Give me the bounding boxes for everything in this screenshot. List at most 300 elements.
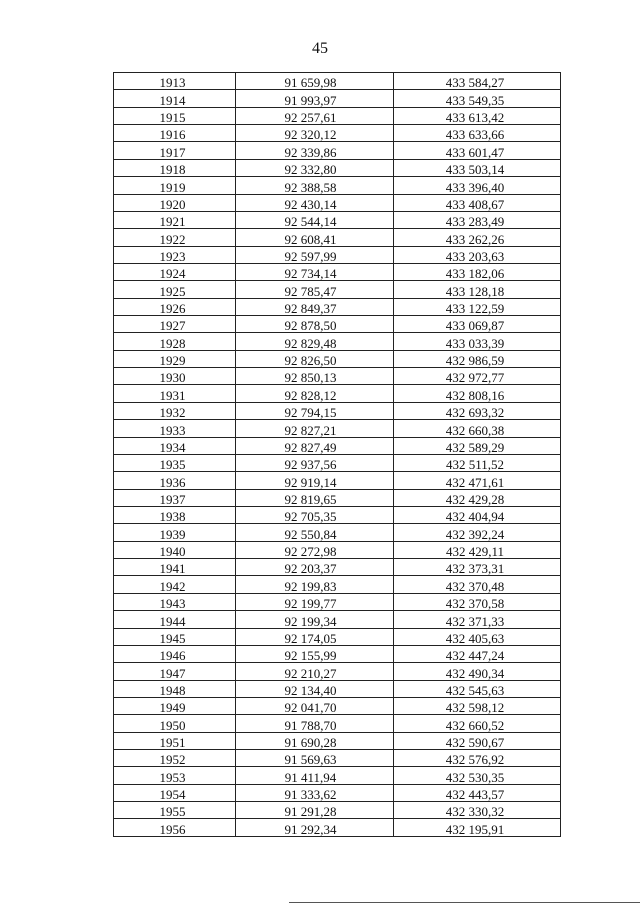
table-row [114, 298, 561, 315]
value-cell-c [394, 524, 561, 541]
value-cell-b-text: 92 826,50 [284, 353, 337, 369]
value-cell-c [394, 246, 561, 263]
year-cell-text: 1949 [159, 700, 186, 716]
page-number: 45 [312, 40, 328, 57]
table-row [114, 159, 561, 176]
value-cell-c [394, 472, 561, 489]
value-cell-c-text: 432 370,48 [445, 578, 505, 594]
year-cell-text: 1917 [159, 144, 186, 160]
value-cell-c-text: 432 490,34 [445, 665, 505, 681]
year-cell-text: 1939 [159, 526, 186, 542]
value-cell-c-text: 433 033,39 [445, 335, 505, 351]
year-cell [114, 125, 236, 142]
value-cell-c-text: 433 584,27 [445, 75, 505, 91]
value-cell-c [394, 767, 561, 784]
value-cell-c [394, 229, 561, 246]
value-cell-b-text: 92 937,56 [284, 457, 337, 473]
value-cell-c [394, 506, 561, 523]
value-cell-b-text: 91 569,63 [284, 752, 337, 768]
table-row [114, 524, 561, 541]
value-cell-c-text: 432 545,63 [445, 682, 505, 698]
value-cell-b-text: 92 597,99 [284, 248, 337, 264]
year-cell [114, 350, 236, 367]
value-cell-b-text: 91 690,28 [284, 735, 337, 751]
value-cell-b [236, 663, 394, 680]
value-cell-b-text: 92 608,41 [284, 231, 337, 247]
value-cell-b [236, 524, 394, 541]
value-cell-b [236, 784, 394, 801]
value-cell-c [394, 90, 561, 107]
value-cell-b [236, 142, 394, 159]
value-cell-b [236, 333, 394, 350]
year-cell-text: 1927 [159, 318, 186, 334]
value-cell-b-text: 92 919,14 [284, 474, 337, 490]
value-cell-c-text: 432 195,91 [445, 821, 505, 837]
value-cell-b-text: 92 827,21 [284, 422, 337, 438]
year-cell-text: 1948 [159, 682, 186, 698]
year-cell-text: 1926 [159, 301, 186, 317]
year-cell-text: 1925 [159, 283, 186, 299]
value-cell-b-text: 92 430,14 [284, 196, 337, 212]
value-cell-c [394, 73, 561, 90]
value-cell-c-text: 432 693,32 [445, 405, 505, 421]
value-cell-c-text: 432 429,28 [445, 491, 505, 507]
table-row [114, 194, 561, 211]
table-row [114, 125, 561, 142]
value-cell-b-text: 92 819,65 [284, 491, 337, 507]
value-cell-c-text: 432 972,77 [445, 370, 505, 386]
table-row [114, 229, 561, 246]
year-cell [114, 263, 236, 280]
year-cell-text: 1930 [159, 370, 186, 386]
value-cell-b-text: 92 849,37 [284, 301, 337, 317]
table-row [114, 576, 561, 593]
table-row [114, 402, 561, 419]
value-cell-c-text: 433 283,49 [445, 214, 505, 230]
value-cell-b-text: 92 272,98 [284, 544, 337, 560]
value-cell-b-text: 92 210,27 [284, 665, 337, 681]
table-body [114, 73, 561, 837]
year-cell-text: 1928 [159, 335, 186, 351]
value-cell-b [236, 680, 394, 697]
value-cell-c [394, 281, 561, 298]
value-cell-b [236, 559, 394, 576]
value-cell-b [236, 576, 394, 593]
table-row [114, 437, 561, 454]
year-cell-text: 1942 [159, 578, 186, 594]
value-cell-b [236, 177, 394, 194]
value-cell-c-text: 432 371,33 [445, 613, 505, 629]
year-cell [114, 576, 236, 593]
year-cell [114, 316, 236, 333]
value-cell-c [394, 680, 561, 697]
table-row [114, 472, 561, 489]
year-cell-text: 1943 [159, 596, 186, 612]
value-cell-c [394, 750, 561, 767]
value-cell-c [394, 142, 561, 159]
year-cell-text: 1953 [159, 769, 186, 785]
value-cell-c [394, 489, 561, 506]
table-row [114, 802, 561, 819]
table-row [114, 316, 561, 333]
value-cell-b-text: 92 850,13 [284, 370, 337, 386]
table-row [114, 142, 561, 159]
value-cell-b-text: 92 794,15 [284, 405, 337, 421]
value-cell-b-text: 92 257,61 [284, 110, 337, 126]
year-cell [114, 229, 236, 246]
value-cell-b [236, 645, 394, 662]
table-row [114, 506, 561, 523]
value-cell-b [236, 802, 394, 819]
year-cell-text: 1955 [159, 804, 186, 820]
value-cell-b [236, 385, 394, 402]
value-cell-b [236, 593, 394, 610]
value-cell-b [236, 697, 394, 714]
year-cell-text: 1929 [159, 353, 186, 369]
table-row [114, 211, 561, 228]
year-cell-text: 1918 [159, 162, 186, 178]
value-cell-b-text: 92 550,84 [284, 526, 337, 542]
value-cell-c-text: 432 590,67 [445, 735, 505, 751]
value-cell-c [394, 559, 561, 576]
value-cell-b [236, 229, 394, 246]
year-cell [114, 420, 236, 437]
value-cell-c [394, 784, 561, 801]
value-cell-c [394, 454, 561, 471]
value-cell-b-text: 92 199,34 [284, 613, 337, 629]
value-cell-c-text: 433 262,26 [445, 231, 505, 247]
year-cell-text: 1921 [159, 214, 186, 230]
table-row [114, 177, 561, 194]
value-cell-c [394, 316, 561, 333]
year-cell [114, 541, 236, 558]
year-cell [114, 246, 236, 263]
year-cell [114, 454, 236, 471]
value-cell-c-text: 433 549,35 [445, 92, 505, 108]
year-cell-text: 1920 [159, 196, 186, 212]
year-cell [114, 784, 236, 801]
year-cell-text: 1924 [159, 266, 186, 282]
year-cell [114, 802, 236, 819]
year-cell [114, 177, 236, 194]
value-cell-c-text: 432 405,63 [445, 630, 505, 646]
value-cell-b [236, 767, 394, 784]
year-cell-text: 1933 [159, 422, 186, 438]
value-cell-c-text: 433 633,66 [445, 127, 505, 143]
value-cell-c [394, 125, 561, 142]
year-cell-text: 1914 [159, 92, 186, 108]
year-cell [114, 159, 236, 176]
value-cell-b [236, 489, 394, 506]
year-cell [114, 472, 236, 489]
year-cell-text: 1932 [159, 405, 186, 421]
table-row [114, 489, 561, 506]
year-cell [114, 211, 236, 228]
year-cell-text: 1934 [159, 439, 186, 455]
year-cell [114, 559, 236, 576]
value-cell-b-text: 92 199,77 [284, 596, 337, 612]
value-cell-b-text: 92 320,12 [284, 127, 337, 143]
year-cell [114, 402, 236, 419]
value-cell-b-text: 91 292,34 [284, 821, 337, 837]
value-cell-b [236, 368, 394, 385]
year-cell [114, 90, 236, 107]
value-cell-c-text: 432 576,92 [445, 752, 505, 768]
table-row [114, 333, 561, 350]
table-row [114, 697, 561, 714]
value-cell-c [394, 437, 561, 454]
value-cell-c-text: 432 447,24 [445, 648, 505, 664]
value-cell-c-text: 433 203,63 [445, 248, 505, 264]
value-cell-b-text: 92 878,50 [284, 318, 337, 334]
table-row [114, 628, 561, 645]
year-cell [114, 715, 236, 732]
value-cell-c [394, 350, 561, 367]
value-cell-c [394, 645, 561, 662]
value-cell-b [236, 125, 394, 142]
year-cell [114, 593, 236, 610]
value-cell-c-text: 432 660,38 [445, 422, 505, 438]
year-cell-text: 1940 [159, 544, 186, 560]
table-row [114, 420, 561, 437]
year-cell [114, 194, 236, 211]
year-cell-text: 1945 [159, 630, 186, 646]
table-row [114, 784, 561, 801]
value-cell-b [236, 246, 394, 263]
value-cell-b [236, 819, 394, 836]
table-row [114, 73, 561, 90]
year-cell [114, 107, 236, 124]
value-cell-c-text: 432 660,52 [445, 717, 505, 733]
value-cell-b [236, 350, 394, 367]
value-cell-c-text: 432 330,32 [445, 804, 505, 820]
year-cell-text: 1954 [159, 787, 186, 803]
value-cell-c-text: 432 429,11 [445, 544, 505, 560]
year-cell [114, 732, 236, 749]
value-cell-b-text: 91 659,98 [284, 75, 337, 91]
year-cell [114, 524, 236, 541]
year-cell-text: 1919 [159, 179, 186, 195]
year-cell [114, 437, 236, 454]
table-row [114, 107, 561, 124]
year-cell-text: 1956 [159, 821, 186, 837]
table-row [114, 263, 561, 280]
year-cell-text: 1947 [159, 665, 186, 681]
value-cell-c [394, 819, 561, 836]
year-cell-text: 1935 [159, 457, 186, 473]
value-cell-c [394, 177, 561, 194]
year-cell [114, 750, 236, 767]
table-row [114, 732, 561, 749]
year-cell-text: 1946 [159, 648, 186, 664]
value-cell-c-text: 433 069,87 [445, 318, 505, 334]
value-cell-c [394, 593, 561, 610]
value-cell-c-text: 432 370,58 [445, 596, 505, 612]
year-cell [114, 628, 236, 645]
year-cell-text: 1937 [159, 491, 186, 507]
table-row [114, 767, 561, 784]
value-cell-b-text: 92 388,58 [284, 179, 337, 195]
value-cell-b-text: 92 705,35 [284, 509, 337, 525]
year-cell [114, 142, 236, 159]
value-cell-c-text: 432 530,35 [445, 769, 505, 785]
value-cell-b [236, 506, 394, 523]
year-cell [114, 697, 236, 714]
value-cell-c [394, 697, 561, 714]
table-row [114, 715, 561, 732]
table-row [114, 559, 561, 576]
value-cell-c-text: 433 613,42 [445, 110, 505, 126]
year-cell-text: 1952 [159, 752, 186, 768]
value-cell-c [394, 420, 561, 437]
value-cell-c [394, 263, 561, 280]
year-cell [114, 298, 236, 315]
value-cell-c-text: 432 373,31 [445, 561, 505, 577]
value-cell-b [236, 107, 394, 124]
value-cell-c-text: 433 128,18 [445, 283, 505, 299]
value-cell-b-text: 92 734,14 [284, 266, 337, 282]
year-cell-text: 1923 [159, 248, 186, 264]
value-cell-b-text: 91 333,62 [284, 787, 337, 803]
value-cell-c-text: 432 392,24 [445, 526, 505, 542]
value-cell-c-text: 433 503,14 [445, 162, 505, 178]
value-cell-b [236, 263, 394, 280]
value-cell-b [236, 732, 394, 749]
value-cell-c [394, 663, 561, 680]
value-cell-c [394, 541, 561, 558]
value-cell-b [236, 472, 394, 489]
value-cell-c [394, 402, 561, 419]
value-cell-b-text: 92 785,47 [284, 283, 337, 299]
value-cell-c [394, 628, 561, 645]
value-cell-c [394, 611, 561, 628]
value-cell-c [394, 107, 561, 124]
year-cell-text: 1913 [159, 75, 186, 91]
value-cell-b [236, 628, 394, 645]
data-table [113, 72, 561, 837]
value-cell-b [236, 437, 394, 454]
value-cell-c [394, 194, 561, 211]
value-cell-b [236, 73, 394, 90]
table-row [114, 680, 561, 697]
value-cell-c-text: 433 601,47 [445, 144, 505, 160]
year-cell-text: 1936 [159, 474, 186, 490]
value-cell-b-text: 91 788,70 [284, 717, 337, 733]
year-cell-text: 1950 [159, 717, 186, 733]
value-cell-c [394, 159, 561, 176]
value-cell-c [394, 333, 561, 350]
year-cell-text: 1941 [159, 561, 186, 577]
value-cell-c [394, 576, 561, 593]
value-cell-c-text: 432 443,57 [445, 787, 505, 803]
table-row [114, 90, 561, 107]
value-cell-c-text: 432 589,29 [445, 439, 505, 455]
value-cell-b-text: 92 828,12 [284, 387, 337, 403]
value-cell-c-text: 433 408,67 [445, 196, 505, 212]
value-cell-b-text: 92 827,49 [284, 439, 337, 455]
value-cell-b-text: 92 041,70 [284, 700, 337, 716]
value-cell-c-text: 432 986,59 [445, 353, 505, 369]
year-cell-text: 1951 [159, 735, 186, 751]
year-cell [114, 611, 236, 628]
value-cell-b-text: 92 829,48 [284, 335, 337, 351]
value-cell-c-text: 433 182,06 [445, 266, 505, 282]
value-cell-b [236, 316, 394, 333]
year-cell [114, 333, 236, 350]
value-cell-b [236, 402, 394, 419]
table-row [114, 645, 561, 662]
table-row [114, 246, 561, 263]
year-cell [114, 506, 236, 523]
year-cell [114, 767, 236, 784]
table-row [114, 541, 561, 558]
value-cell-b [236, 611, 394, 628]
value-cell-b [236, 420, 394, 437]
table-row [114, 454, 561, 471]
year-cell [114, 663, 236, 680]
table-row [114, 368, 561, 385]
year-cell [114, 645, 236, 662]
table-row [114, 350, 561, 367]
table-row [114, 385, 561, 402]
value-cell-b [236, 211, 394, 228]
value-cell-b-text: 92 199,83 [284, 578, 337, 594]
year-cell-text: 1931 [159, 387, 186, 403]
year-cell [114, 281, 236, 298]
value-cell-b [236, 541, 394, 558]
year-cell [114, 489, 236, 506]
value-cell-b-text: 92 339,86 [284, 144, 337, 160]
value-cell-b [236, 298, 394, 315]
value-cell-c [394, 298, 561, 315]
year-cell-text: 1938 [159, 509, 186, 525]
value-cell-b-text: 92 544,14 [284, 214, 337, 230]
year-cell-text: 1922 [159, 231, 186, 247]
value-cell-c-text: 433 396,40 [445, 179, 505, 195]
value-cell-c-text: 432 471,61 [445, 474, 505, 490]
year-cell [114, 368, 236, 385]
year-cell-text: 1915 [159, 110, 186, 126]
value-cell-b [236, 281, 394, 298]
value-cell-b-text: 91 993,97 [284, 92, 337, 108]
value-cell-b-text: 92 332,80 [284, 162, 337, 178]
year-cell [114, 819, 236, 836]
bottom-rule [289, 902, 640, 903]
value-cell-c-text: 432 598,12 [445, 700, 505, 716]
value-cell-c [394, 368, 561, 385]
value-cell-c [394, 715, 561, 732]
table-row [114, 750, 561, 767]
value-cell-c [394, 211, 561, 228]
value-cell-c-text: 432 511,52 [445, 457, 505, 473]
year-cell-text: 1944 [159, 613, 186, 629]
value-cell-b [236, 194, 394, 211]
table-row [114, 819, 561, 836]
year-cell [114, 385, 236, 402]
value-cell-c [394, 732, 561, 749]
value-cell-b [236, 454, 394, 471]
value-cell-c [394, 802, 561, 819]
year-cell [114, 73, 236, 90]
value-cell-b-text: 92 203,37 [284, 561, 337, 577]
value-cell-b-text: 91 411,94 [284, 769, 337, 785]
value-cell-c-text: 432 808,16 [445, 387, 505, 403]
value-cell-b-text: 91 291,28 [284, 804, 337, 820]
table-row [114, 611, 561, 628]
value-cell-b-text: 92 134,40 [284, 682, 337, 698]
year-cell-text: 1916 [159, 127, 186, 143]
value-cell-b [236, 159, 394, 176]
